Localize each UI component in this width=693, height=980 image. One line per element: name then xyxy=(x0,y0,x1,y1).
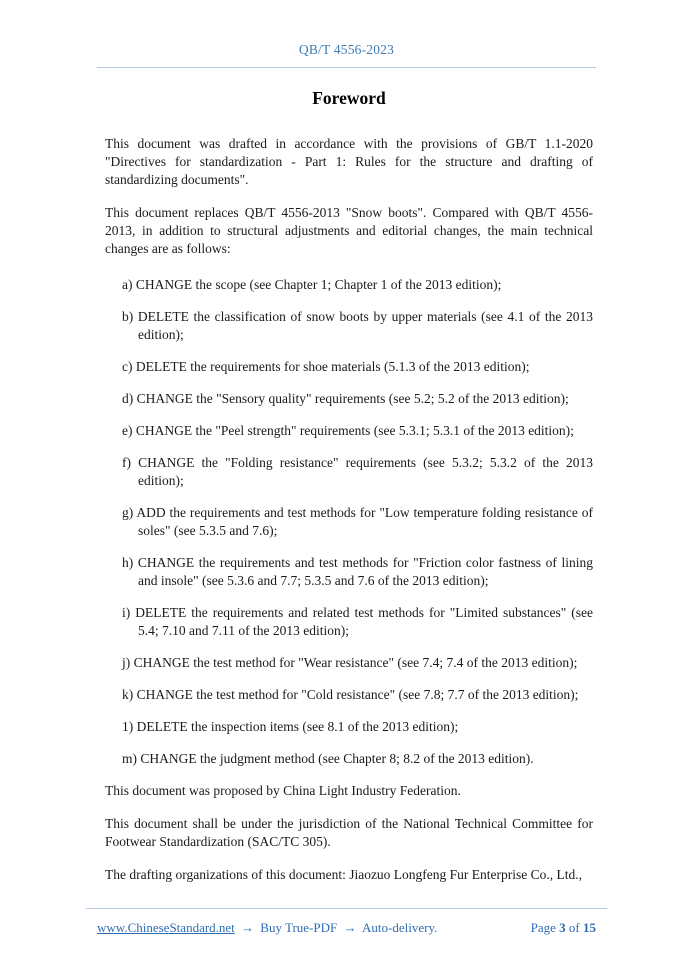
list-item-m xyxy=(105,750,593,768)
list-item-l xyxy=(105,718,593,736)
list-item-text: CHANGE the test method for "Wear resistance" (see 7.4; 7.4 of the 2013 edition); xyxy=(133,655,578,670)
page-number: 3 xyxy=(559,920,566,935)
list-item-label: h) xyxy=(122,555,134,570)
auto-delivery-label: Auto-delivery. xyxy=(362,920,438,935)
page-indicator xyxy=(531,920,596,936)
list-item-c xyxy=(105,358,593,376)
document-number-header: QB/T 4556-2023 xyxy=(298,42,395,57)
list-item-j xyxy=(105,654,593,672)
list-item-label: 1) xyxy=(122,719,134,734)
list-item-label: i) xyxy=(122,605,131,620)
list-item-text: CHANGE the scope (see Chapter 1; Chapter 1 of the 2013 edition); xyxy=(135,277,502,292)
list-item-label: f) xyxy=(122,455,131,470)
list-item-text: ADD the requirements and test methods for "Low temperature folding resistance of soles" (see 5.3.5 and 7.6); xyxy=(136,505,593,538)
footer-source-line xyxy=(97,920,437,936)
closing-paragraph-1: This document was proposed by China Light Industry Federation. xyxy=(105,783,461,798)
list-item-d xyxy=(105,390,593,408)
list-item-text: CHANGE the "Sensory quality" requirements (see 5.2; 5.2 of the 2013 edition); xyxy=(136,391,569,406)
list-item-text: DELETE the classification of snow boots by upper materials (see 4.1 of the 2013 edition); xyxy=(137,309,594,342)
site-link[interactable]: www.ChineseStandard.net xyxy=(97,920,235,935)
arrow-icon: → xyxy=(241,920,255,935)
list-item-text: CHANGE the judgment method (see Chapter 8; 8.2 of the 2013 edition). xyxy=(140,751,534,766)
closing-paragraph-2: This document shall be under the jurisdiction of the National Technical Committee for Footwear Standardization (SAC/TC 305). xyxy=(105,816,593,849)
list-item-text: CHANGE the test method for "Cold resistance" (see 7.8; 7.7 of the 2013 edition); xyxy=(136,687,579,702)
list-item-label: c) xyxy=(122,359,133,374)
buy-true-pdf-label: Buy True-PDF xyxy=(260,920,338,935)
page-word: Page xyxy=(530,920,556,935)
list-item-text: DELETE the requirements for shoe materials (5.1.3 of the 2013 edition); xyxy=(135,359,530,374)
page-footer xyxy=(97,920,596,936)
arrow-icon: → xyxy=(343,920,357,935)
closing-paragraph-3: The drafting organizations of this document: Jiaozuo Longfeng Fur Enterprise Co., Ltd., xyxy=(105,867,583,882)
list-item-label: m) xyxy=(122,751,137,766)
list-item-label: k) xyxy=(122,687,134,702)
list-item-text: DELETE the inspection items (see 8.1 of the 2013 edition); xyxy=(136,719,459,734)
footer-divider xyxy=(86,908,607,909)
list-item-h xyxy=(105,554,593,590)
list-item-label: d) xyxy=(122,391,134,406)
intro-paragraph-2: This document replaces QB/T 4556-2013 "Snow boots". Compared with QB/T 4556-2013, in addition to structural adjustments and editorial changes, the main technical changes are as follows: xyxy=(105,205,593,256)
list-item-text: CHANGE the "Peel strength" requirements (see 5.3.1; 5.3.1 of the 2013 edition); xyxy=(135,423,574,438)
page-title: Foreword xyxy=(312,88,386,108)
page-content xyxy=(105,88,593,899)
list-item-i xyxy=(105,604,593,640)
list-item-label: j) xyxy=(122,655,131,670)
list-item-label: g) xyxy=(122,505,134,520)
page-total: 15 xyxy=(583,920,596,935)
list-item-g xyxy=(105,504,593,540)
intro-paragraph-1: This document was drafted in accordance with the provisions of GB/T 1.1-2020 "Directives for standardization - Part 1: Rules for the structure and drafting of standardizing documents". xyxy=(105,136,593,187)
list-item-e xyxy=(105,422,593,440)
list-item-label: e) xyxy=(122,423,133,438)
list-item-label: b) xyxy=(122,309,134,324)
technical-changes-list xyxy=(105,276,593,768)
list-item-a xyxy=(105,276,593,294)
list-item-f xyxy=(105,454,593,490)
list-item-text: DELETE the requirements and related test methods for "Limited substances" (see 5.4; 7.10 and 7.11 of the 2013 edition); xyxy=(135,605,593,638)
list-item-text: CHANGE the requirements and test methods for "Friction color fastness of lining and insole" (see 5.3.6 and 7.7; 5.3.5 and 7.6 of the 2013 edition); xyxy=(137,555,593,588)
list-item-text: CHANGE the "Folding resistance" requirements (see 5.3.2; 5.3.2 of the 2013 edition); xyxy=(138,455,593,488)
list-item-label: a) xyxy=(122,277,133,292)
of-word: of xyxy=(568,920,580,935)
list-item-b xyxy=(105,308,593,344)
header-divider xyxy=(97,67,596,68)
list-item-k xyxy=(105,686,593,704)
